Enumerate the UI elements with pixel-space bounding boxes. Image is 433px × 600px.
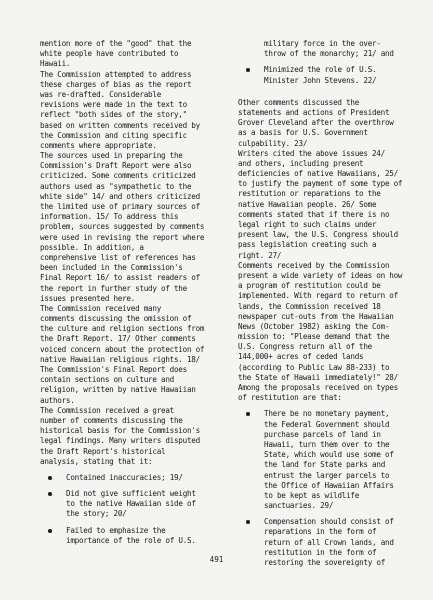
bullet-item xyxy=(238,65,410,75)
bullet-text: Minimized the role of U.S. xyxy=(264,65,377,75)
text-line: white people have contributed to xyxy=(40,49,179,59)
bullet-item xyxy=(40,526,218,536)
text-line: the State of Hawaii immediately!" 28/ xyxy=(238,372,398,382)
text-line: The Commission attempted to address xyxy=(40,69,192,79)
bullet-continuation xyxy=(238,440,410,450)
text-line: possible. In addition, a xyxy=(40,242,144,252)
text-line: were used in revising the report where xyxy=(40,232,205,242)
text-line: the Commission and citing specific xyxy=(40,130,187,140)
text-line: and others, including present xyxy=(238,158,364,168)
text-line: issues presented here. xyxy=(40,293,136,303)
text-line: The sources used in preparing the xyxy=(40,151,183,161)
bullet-continuation xyxy=(238,430,410,440)
bullet-continuation xyxy=(238,501,410,511)
bullet-continuation-text: military force in the over- xyxy=(264,39,381,48)
bullet-continuation-text: importance of the role of U.S. xyxy=(66,535,196,545)
text-line: contain sections on culture and xyxy=(40,375,174,385)
left-column xyxy=(40,39,218,546)
bullet-continuation xyxy=(40,509,218,519)
bullet-item xyxy=(40,473,218,483)
text-line: criticized. Some comments criticized xyxy=(40,171,196,181)
bullet-continuation xyxy=(238,420,410,430)
text-line: problem, sources suggested by comments xyxy=(40,222,205,232)
bullet-continuation-text: the Federal Government should xyxy=(264,419,390,429)
bullet-item xyxy=(40,489,218,499)
text-line: of restitution are that: xyxy=(238,393,342,403)
text-line: native Hawaiian people. 26/ Some xyxy=(238,199,377,209)
text-line: lands, the Commission received 18 xyxy=(238,301,381,311)
bullet-continuation-text: Minister John Stevens. 22/ xyxy=(264,75,377,85)
text-line: The Commission received a great xyxy=(40,405,174,415)
text-line: was re-drafted. Considerable xyxy=(40,89,162,99)
bullet-continuation-text: purchase parcels of land in xyxy=(264,429,381,439)
text-line: number of comments discussing the xyxy=(40,415,183,425)
text-line: Commission's Draft Report were also xyxy=(40,161,192,171)
text-line: Hawaii. xyxy=(40,59,71,69)
bullet-continuation-text: restitution in the form of xyxy=(264,547,377,557)
text-line: 144,000+ acres of ceded lands xyxy=(238,352,364,362)
text-line: revisions were made in the text to xyxy=(40,100,187,110)
bullet-continuation xyxy=(238,39,410,49)
text-line: to justify the payment of some type of xyxy=(238,179,403,189)
bullet-continuation xyxy=(238,481,410,491)
text-line: The Commission received many xyxy=(40,303,162,313)
bullet-text: There be no monetary payment, xyxy=(264,409,390,419)
bullet-continuation xyxy=(238,538,410,548)
bullet-icon xyxy=(246,68,250,72)
text-line: the report in further study of the xyxy=(40,283,187,293)
bullet-continuation xyxy=(238,471,410,481)
text-line: The Commission's Final Report does xyxy=(40,365,187,374)
text-line: the Draft Report. 17/ Other comments xyxy=(40,334,196,344)
text-line: restitution or reparations to the xyxy=(238,189,381,199)
bullet-continuation-text: sanctuaries. 29/ xyxy=(264,501,334,511)
text-line: analysis, stating that it: xyxy=(40,456,153,466)
text-line: comments stated that if there is no xyxy=(238,209,390,219)
bullet-continuation xyxy=(238,76,410,86)
text-line: reflect "both sides of the story," xyxy=(40,110,187,120)
bullet-continuation xyxy=(40,499,218,509)
text-line: present a wide variety of ideas on how xyxy=(238,270,403,280)
bullet-continuation xyxy=(238,460,410,470)
text-line: newspaper cut-outs from the Hawaiian xyxy=(238,311,394,321)
text-line: News (October 1982) asking the Com- xyxy=(238,321,390,331)
text-line: the limited use of primary sources of xyxy=(40,202,200,211)
bullet-continuation-text: restoring the sovereignty of xyxy=(264,558,386,567)
text-line: these charges of bias as the report xyxy=(40,79,192,89)
text-line: culpability. 23/ xyxy=(238,138,308,148)
text-line: statements and actions of President xyxy=(238,107,390,117)
bullet-continuation-text: the land for State parks and xyxy=(264,460,386,470)
bullet-continuation-text: to be kept as wildlife xyxy=(264,490,360,500)
bullet-continuation-text: the Office of Hawaiian Affairs xyxy=(264,480,394,490)
bullet-continuation xyxy=(40,536,218,546)
bullet-item xyxy=(238,517,410,527)
text-line: historical basis for the Commission's xyxy=(40,426,200,436)
text-line: comments discussing the omission of xyxy=(40,314,192,324)
bullet-item xyxy=(238,409,410,419)
text-line: based on written comments received by xyxy=(40,120,200,130)
bullet-text: Contained inaccuracies; 19/ xyxy=(66,472,183,482)
text-line: the culture and religion sections from xyxy=(40,324,205,334)
bullet-continuation-text: Hawaii, turn them over to the xyxy=(264,439,390,449)
text-line: a program of restitution could be xyxy=(238,281,381,291)
text-line: authors. xyxy=(40,395,75,405)
bullet-text: Failed to emphasize the xyxy=(66,525,166,535)
text-line: voiced concern about the protection of xyxy=(40,344,205,354)
text-line: Comments received by the Commission xyxy=(238,260,390,270)
bullet-text: Compensation should consist of xyxy=(264,517,394,527)
bullet-continuation xyxy=(238,450,410,460)
bullet-continuation xyxy=(238,527,410,537)
text-line: Final Report 16/ to assist readers of xyxy=(40,273,200,283)
text-line: implemented. With regard to return of xyxy=(238,291,398,301)
text-line: right. 27/ xyxy=(238,250,282,260)
bullet-continuation-text: entrust the larger parcels to xyxy=(264,470,390,480)
bullet-icon xyxy=(246,520,250,524)
text-line: as a basis for U.S. Government xyxy=(238,128,368,138)
text-line: Writers cited the above issues 24/ xyxy=(238,148,385,158)
text-line: comments where appropriate. xyxy=(40,140,157,150)
text-line: (according to Public Law 88-233) to xyxy=(238,362,390,372)
page-number: 491 xyxy=(209,555,224,564)
bullet-icon xyxy=(246,412,250,416)
text-line: U.S. Congress return all of the xyxy=(238,342,372,352)
text-line: native Hawaiian religious rights. 18/ xyxy=(40,354,200,364)
bullet-continuation-text: to the native Hawaiian side of xyxy=(66,499,196,509)
text-line: deficiencies of native Hawaiians, 25/ xyxy=(238,169,398,179)
text-line: the Draft Report's historical xyxy=(40,446,166,456)
text-line: Other comments discussed the xyxy=(238,97,360,107)
text-line: religion, written by native Hawaiian xyxy=(40,385,196,395)
text-line: pass legislation creating such a xyxy=(238,240,377,250)
bullet-continuation-text: State, which would use some of xyxy=(264,450,394,460)
text-line: been included in the Commission's xyxy=(40,263,183,273)
bullet-continuation-text: reparations in the form of xyxy=(264,527,377,537)
bullet-continuation xyxy=(238,491,410,501)
text-line: information. 15/ To address this xyxy=(40,212,179,222)
text-line: present law, the U.S. Congress should xyxy=(238,230,398,240)
text-line: mission to: "Please demand that the xyxy=(238,332,390,342)
text-line: Grover Cleveland after the overthrow xyxy=(238,118,394,128)
text-line: mention more of the "good" that the xyxy=(40,39,192,48)
text-line: white side" 14/ and others criticized xyxy=(40,191,200,201)
right-column xyxy=(238,39,410,568)
bullet-continuation-text: throw of the monarchy; 21/ and xyxy=(264,49,394,59)
text-line: authors used as "sympathetic to the xyxy=(40,181,192,191)
bullet-icon xyxy=(48,476,52,480)
bullet-icon xyxy=(48,529,52,533)
text-line: comprehensive list of references has xyxy=(40,252,196,262)
text-line: legal right to such claims under xyxy=(238,220,377,229)
text-line: legal findings. Many writers disputed xyxy=(40,436,200,446)
text-line: Among the proposals received on types xyxy=(238,383,398,392)
bullet-icon xyxy=(48,492,52,496)
bullet-continuation xyxy=(238,49,410,59)
bullet-continuation-text: return of all Crown lands, and xyxy=(264,537,394,547)
bullet-continuation-text: the story; 20/ xyxy=(66,509,127,519)
bullet-text: Did not give sufficient weight xyxy=(66,489,196,499)
